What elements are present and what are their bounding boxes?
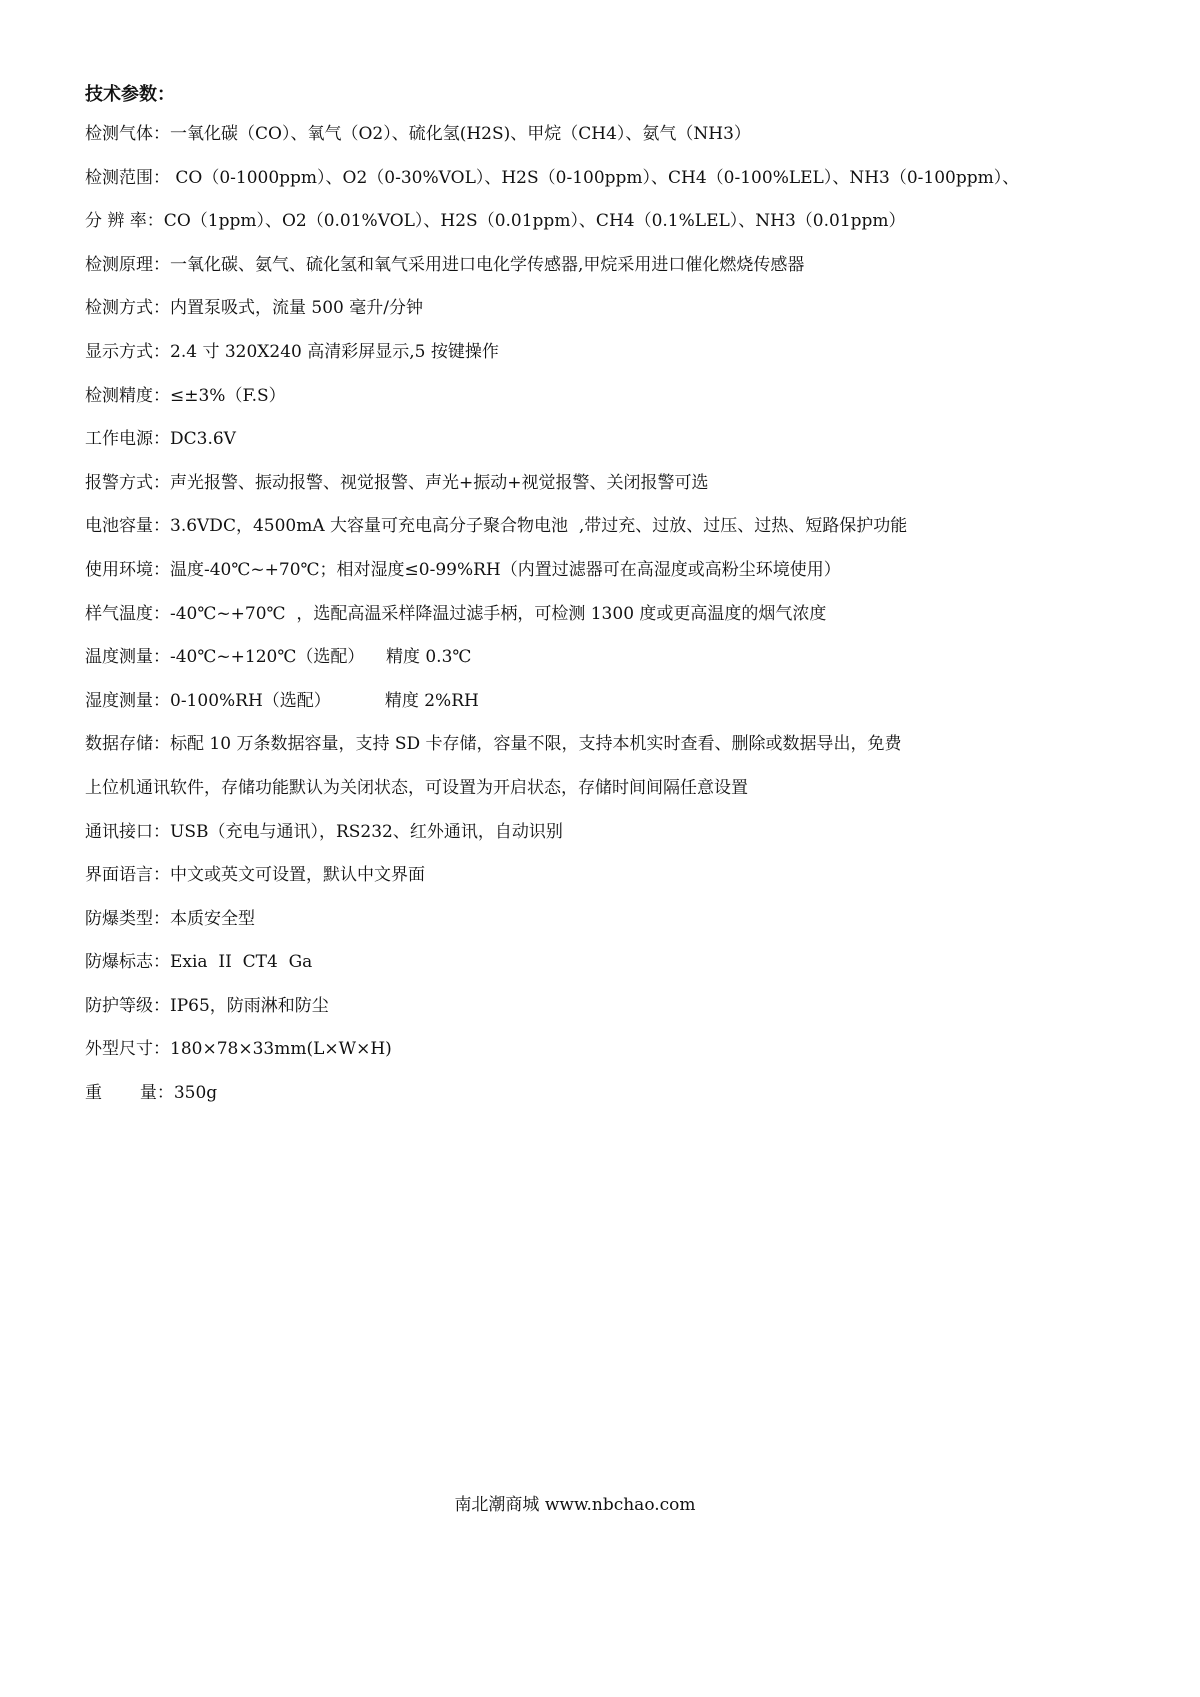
spec-principle: 检测原理：一氧化碳、氨气、硫化氢和氧气采用进口电化学传感器,甲烷采用进口催化燃烧传感器: [85, 254, 805, 275]
spec-language: 界面语言：中文或英文可设置，默认中文界面: [85, 865, 425, 886]
spec-explosion-mark: 防爆标志：Exia II CT4 Ga: [85, 952, 313, 973]
spec-resolution: 分 辨 率：CO（1ppm）、O2（0.01%VOL）、H2S（0.01ppm）、CH4（0.1%LEL）、NH3（0.01ppm）: [85, 211, 906, 232]
spec-explosion-type: 防爆类型：本质安全型: [85, 908, 255, 929]
spec-display: 显示方式：2.4 寸 320X240 高清彩屏显示,5 按键操作: [85, 341, 499, 362]
spec-storage-cont: 上位机通讯软件，存储功能默认为关闭状态，可设置为开启状态，存储时间间隔任意设置: [85, 777, 748, 798]
spec-power: 工作电源：DC3.6V: [85, 429, 236, 450]
section-heading: 技术参数：: [85, 84, 175, 105]
spec-weight: 重 量：350g: [85, 1083, 218, 1104]
page-footer: 南北潮商城 www.nbchao.com: [454, 1495, 696, 1515]
spec-accuracy: 检测精度：≤±3%（F.S）: [85, 385, 286, 406]
spec-method: 检测方式：内置泵吸式，流量 500 毫升/分钟: [85, 298, 423, 319]
spec-storage: 数据存储：标配 10 万条数据容量，支持 SD 卡存储，容量不限，支持本机实时查看、删除或数据导出，免费: [85, 734, 902, 755]
spec-dimensions: 外型尺寸：180×78×33mm(L×W×H): [85, 1039, 392, 1060]
spec-interface: 通讯接口：USB（充电与通讯），RS232、红外通讯，自动识别: [85, 821, 563, 842]
spec-range: 检测范围： CO（0-1000ppm）、O2（0-30%VOL）、H2S（0-100ppm）、CH4（0-100%LEL）、NH3（0-100ppm）、: [85, 167, 1020, 188]
spec-environment: 使用环境：温度-40℃~+70℃；相对湿度≤0-99%RH（内置过滤器可在高湿度或高粉尘环境使用）: [85, 559, 841, 580]
spec-list: [85, 120, 1125, 1123]
spec-protection: 防护等级：IP65，防雨淋和防尘: [85, 995, 329, 1016]
spec-gases: 检测气体：一氧化碳（CO）、氧气（O2）、硫化氢(H2S)、甲烷（CH4）、氨气（NH3）: [85, 124, 751, 144]
spec-humidity-measure: 湿度测量：0-100%RH（选配） 精度 2%RH: [85, 690, 479, 711]
spec-sample-temp: 样气温度：-40℃~+70℃ ，选配高温采样降温过滤手柄，可检测 1300 度或更高温度的烟气浓度: [85, 603, 827, 624]
spec-battery: 电池容量：3.6VDC，4500mA 大容量可充电高分子聚合物电池 ,带过充、过放、过压、过热、短路保护功能: [85, 516, 908, 537]
spec-alarm: 报警方式：声光报警、振动报警、视觉报警、声光+振动+视觉报警、关闭报警可选: [85, 472, 709, 493]
spec-temp-measure: 温度测量：-40℃~+120℃（选配） 精度 0.3℃: [85, 647, 472, 668]
